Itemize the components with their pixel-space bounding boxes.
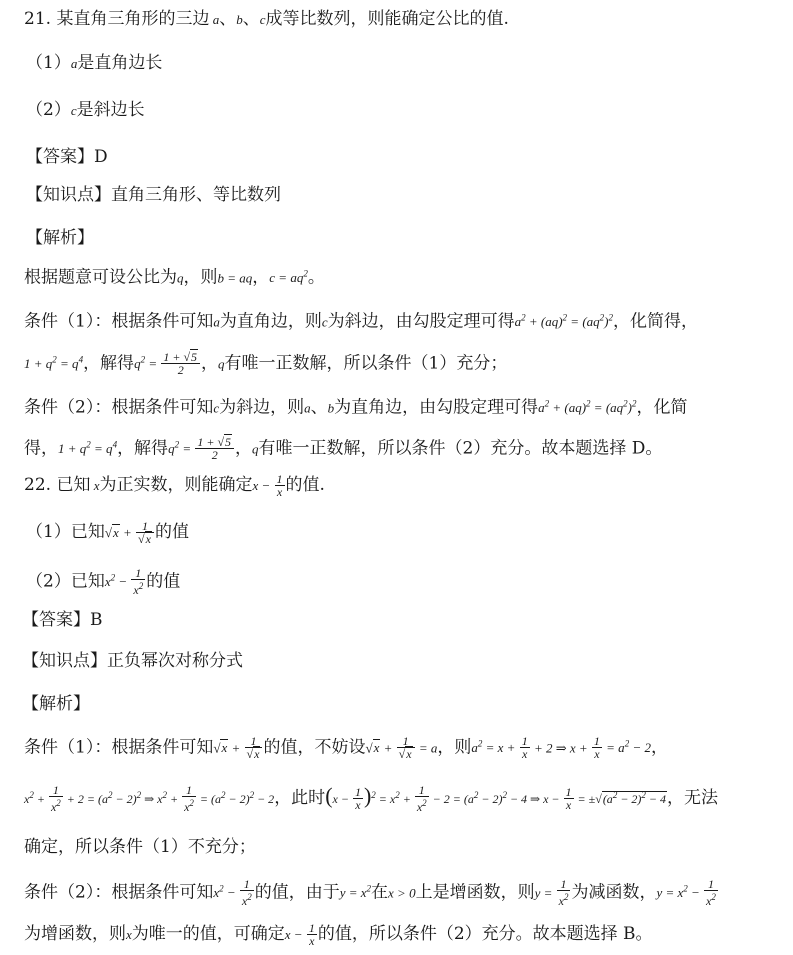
q22-condition-2: （2）已知$x^2$ − $\frac{1}{x^2}$ 的值 (26, 566, 181, 598)
q22-condition-1: （1）已知√x + $\frac{1}{√x}$ 的值 (26, 519, 189, 546)
q21-condition-2-solution: 得，$1 + q^2 = q^4$，解得$q^2$ = $\frac{1 + √5}{2}$ ，q有唯一正数解，所以条件（2）充分。故本题选择 D。 (24, 435, 663, 463)
q21-condition-1-solution: $1 + q^2 = q^4$，解得$q^2$ = $\frac{1 + √5}{2}$ ，q有唯一正数解，所以条件（1）充分； (24, 350, 508, 378)
q21-analysis-heading: 【解析】 (26, 228, 94, 248)
q22-condition-2-analysis: 条件（2）：根据条件可知$x^2$ − $\frac{1}{x^2}$ 的值，由于$y = x^2$在x > 0上是增函数，则y = $\frac{1}{x^2}$ 为减函数，$y = x^2$ − $\frac{1}{x^2}$ (24, 877, 716, 909)
q22-answer: 【答案】B (22, 610, 103, 630)
q21-condition-1-analysis: 条件（1）：根据条件可知a为直角边，则c为斜边，由勾股定理可得$a^2 + (aq)^2 = (aq^2)^2$，化简得， (24, 311, 698, 332)
q21-condition-2: （2）c是斜边长 (26, 100, 145, 120)
q21-answer: 【答案】D (26, 147, 108, 167)
q21-knowledge-point: 【知识点】直角三角形、等比数列 (26, 185, 281, 205)
q21-condition-1: （1）a是直角边长 (26, 53, 163, 73)
q22-knowledge-point: 【知识点】正负幂次对称分式 (22, 651, 243, 671)
q22-condition-1-derivation: $x^2$ + $\frac{1}{x^2}$ + $2 = (a^2 - 2)^2$ ⇒ $x^2$ + $\frac{1}{x^2}$ = $(a^2 - 2)^2 - 2$，此时(x − $\frac{1}{x}$ )$^2 = x^2$ + $\frac{1}{x^2}$ − $2 = (a^2 - 2)^2 - 4$ ⇒ x − $\frac{1}{x}$ = $\pm√(a^2 - 2)^2 - 4$，无法 (24, 783, 719, 814)
q22-stem: 22. 已知 x为正实数，则能确定x − $\frac{1}{x}$ 的值. (24, 472, 325, 499)
q22-condition-1-analysis: 条件（1）：根据条件可知√x + $\frac{1}{√x}$ 的值，不妨设√x + $\frac{1}{√x}$ = a，则$a^2 = x$ + $\frac{1}{x}$ + 2 ⇒ x + $\frac{1}{x}$ = $a^2 - 2$， (24, 734, 668, 762)
q21-condition-2-analysis: 条件（2）：根据条件可知c为斜边，则a、b为直角边，由勾股定理可得$a^2 + (aq)^2 = (aq^2)^2$，化简 (24, 397, 688, 418)
q22-analysis-heading: 【解析】 (22, 694, 90, 714)
q21-stem: 21. 某直角三角形的三边 a、b、c成等比数列，则能确定公比的值. (24, 9, 509, 29)
q22-condition-2-conclusion: 为增函数，则x为唯一的值，可确定x − $\frac{1}{x}$ 的值，所以条件（2）充分。故本题选择 B。 (24, 921, 653, 948)
q21-analysis-line-1: 根据题意可设公比为q，则b = aq，$c = aq^2$。 (24, 267, 325, 288)
q22-condition-1-conclusion: 确定，所以条件（1）不充分； (24, 837, 256, 857)
